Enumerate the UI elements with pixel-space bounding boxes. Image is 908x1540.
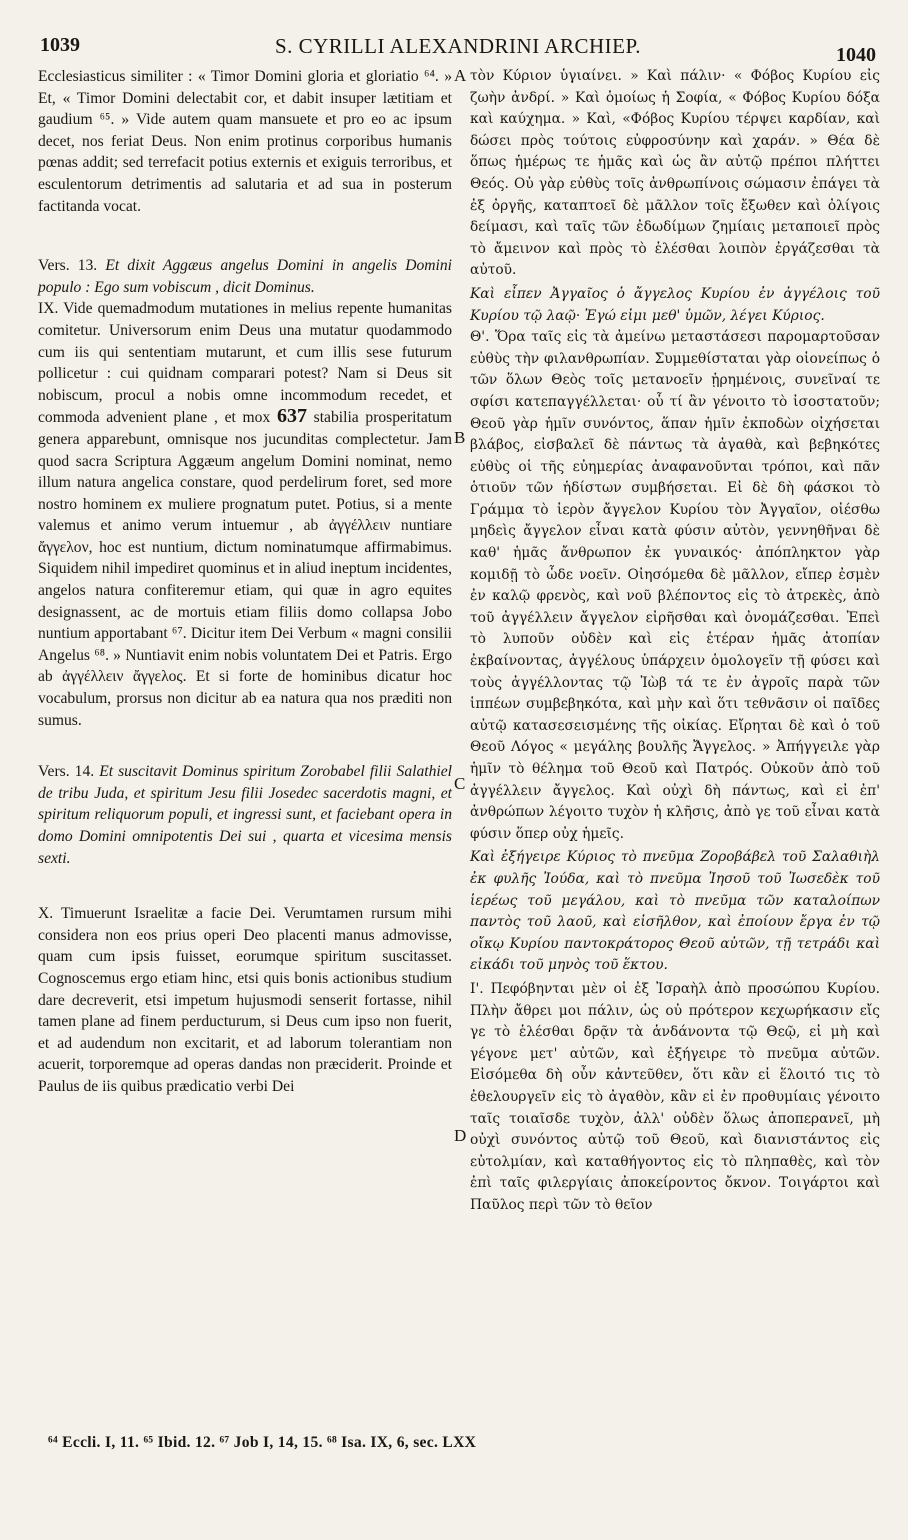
greek-paragraph-2-text: Ὅρα ταῖς εἰς τὰ ἀμείνω μεταστάσεσι παρομαρτοῦσαν εὐθὺς τὴν φιλανθρωπίαν. Συμμεθίσταται γὰρ οἱονείπως ὁ τῶν ὅλων Θεὸς τοῖς μετανοεῖν ᾑρημένοις, συνεῖναί τε σφίσι κατεπαγγέλλεται· οὗ τί ἂν γένοιτο τὸ ἰσοστατοῦν; Θεοῦ γὰρ ἡμῖν συνόντος, ἅπαν ἡμῖν ἐκποδὼν οἰχήσεται βλάβος, εἰσβαλεῖ δὲ πάντως τὰ ἀγαθὰ, καὶ βεβηκότες εὐθὺς οἱ τῆς εὐημερίας ἀναφανοῦνται τρόποι, καὶ πᾶν ὁτιοῦν τῶν ἡδίστων συμβήσεται. Εἰ δὲ δὴ φάσκοι τὸ Γράμμα τὸ ἱερὸν ἄγγελον Κυρίου τὸν Ἀγγαῖον, οἰέσθω μηδεὶς ἄγγελον εἶναι κατὰ φύσιν αὐτὸν, γεννηθῆναι δὲ καθ' ἡμᾶς ἄνθρωπον ἐκ γυναικός· ἀπόπληκτον γὰρ κομιδῇ τὸ ὧδε νοεῖν. Οἰησόμεθα δὲ μᾶλλον, εἴπερ ἐσμὲν ἐν καλῷ φρενὸς, καὶ νοῦ βλέποντος εἰς τὸ ἀτρεκὲς, ἀπὸ τοῦ ἀγγέλλειν ἄγγελον εἰρῆσθαι καὶ ὀνομάζεσθαι. Ἐπεὶ τὸ λυποῦν οὐδὲν καὶ εἰς ἑτέραν ἡμᾶς ἀτοπίαν ἐκβαίνοντας, ἀγγέλους ὑπάρχειν ὁμολογεῖν τῇ φύσει καὶ τοὺς ἀγγέλλοντας τῷ Ἰὼβ τά τε ἐν ἀγροῖς παρὰ τῶν ἱππέων συμβεβηκότα, καὶ μὴν καὶ ὅτι τεθνᾶσιν οἱ παῖδες αὐτῷ κατασεσεισμένης τῆς οἰκίας. Εἴρηται δὲ καὶ ὁ τοῦ Θεοῦ Λόγος « μεγάλης βουλῆς Ἄγγελος. » Ἀπήγγειλε γὰρ ἡμῖν τὸ θέλημα τοῦ Θεοῦ καὶ Πατρός. Οὐκοῦν ἀπὸ τοῦ ἀγγέλλειν ἄγγελος. Καὶ οὐχὶ δὴ πάντως, καὶ εἰ ἐπ' ἀνθρώπων λέγοιτο τυχὸν ἡ κλῆσις, ἀπὸ γε τοῦ εἶναι κατὰ φύσιν ὅπερ οὐχ ἡμεῖς.	[470, 329, 880, 842]
section-ix-label: IX.	[38, 300, 59, 318]
section-x-label: X.	[38, 905, 54, 923]
page-number-right: 1040	[836, 44, 876, 66]
latin-column	[38, 66, 452, 1098]
greek-paragraph-2	[470, 327, 880, 845]
latin-paragraph-2a: Vide quemadmodum mutationes in melius repente humanitas comitetur. Universorum enim Deus una mutatur quodammodo cum iis qui sententiam mutarunt, et cum illis sese futurum pollicetur : cui quidnam comparari potest? Nam si Deus sit nobiscum, procul a nobis omne incommodum recedet, et commoda advenient plane , et mox	[38, 300, 452, 427]
latin-verse-13	[38, 255, 452, 298]
verse-13-text: Et dixit Aggæus angelus Domini in angelis Domini populo : Ego sum vobiscum , dicit Dominus.	[38, 257, 452, 296]
greek-paragraph-3-text: Πεφόβηνται μὲν οἱ ἐξ Ἰσραὴλ ἀπὸ προσώπου Κυρίου. Πλὴν ἄθρει μοι πάλιν, ὡς οὐ πρότερον κεχωρήκασιν εἴς γε τὸ ἑλέσθαι δρᾷν τὰ ἁνδάνοντα τῷ Θεῷ, εἰ μὴ καὶ γέγονε μετ' αὐτῶν, καὶ ἐξήγειρε τὸ πνεῦμα αὐτῶν. Εἰσόμεθα δὴ οὖν κἀντεῦθεν, ὅτι κἂν εἰ ἕλοιτό τις τὸ ἐθελουργεῖν εἰς τὸ ἀγαθὸν, κἂν εἰ ἐν προθυμίαις γένοιτο ταῖς τοιαῖσδε τυχὸν, ἀλλ' οὐδὲν ὅλως ἀποπερανεῖ, μὴ οὐχὶ συνόντος αὐτῷ τοῦ Θεοῦ, καὶ διανιστάντος εἰς εὐτολμίαν, καὶ καταθήγοντος εἰς τὸ πληπαθὲς, καὶ τὸν ἐπὶ ταῖς φιλεργίαις ἀποκείροντος ὄκνον. Τοιγάρτοι καὶ Παῦλος περὶ τῶν τὸ θεῖον	[470, 980, 880, 1213]
latin-paragraph-2	[38, 298, 452, 731]
footnotes: ⁶⁴ Eccli. I, 11. ⁶⁵ Ibid. 12. ⁶⁷ Job I, 14, 15. ⁶⁸ Isa. IX, 6, sec. LXX	[48, 1434, 477, 1451]
latin-verse-14	[38, 761, 452, 869]
greek-column	[470, 66, 880, 1216]
margin-letter-c: C	[454, 774, 466, 793]
latin-paragraph-3	[38, 903, 452, 1097]
inline-page-number: 637	[276, 405, 307, 428]
latin-paragraph-2b: stabilia prosperitatum genera apparebunt, omnisque nos jucunditas complectetur. Jam quod sacra Scriptura Aggæum angelum Domini nominat, nemo illum natura angelica constare, quod perdelirum foret, sed more nostro hominem ex muliere prognatum putet. Potius, si a mente valemus et animo verum intuemur , ab ἀγγέλλειν nuntiare ἄγγελον, hoc est nuntium, dictum nominatumque affirmabimus. Siquidem nihil impediret quominus et in aliud ineptum incidentes, angelos natura confiteremur etiam, qui quæ in agro equites designassent, ac de mortuis etiam filiis domo collapsa Jobo nuntium apportabant ⁶⁷. Dicitur item Dei Verbum « magni consilii Angelus ⁶⁸. » Nuntiavit enim nobis voluntatem Dei et Patris. Ergo ab ἀγγέλλειν ἄγγελος. Et si forte de hominibus dicatur hoc vocabulum, prorsus non dicitur ab ea natura qua nos præditi non sumus.	[38, 409, 453, 729]
latin-paragraph-1: Ecclesiasticus similiter : « Timor Domini gloria et gloriatio ⁶⁴. » Et, « Timor Domini delectabit cor, et dabit insuper lætitiam et gaudium ⁶⁵. » Vide autem quam mansuete et pro eo ac ipsum decet, nos feriat Deus. Non enim protinus corporibus humanis pœnas addit; sed terrefacit potius externis et exiguis terroribus, et esculentorum detrimentis ad salutaria et ad sua in posterum factitanda vocat.	[38, 68, 452, 215]
page-number-left: 1039	[40, 34, 80, 56]
margin-letters	[452, 0, 470, 1540]
section-theta-label: Θ'.	[470, 329, 490, 346]
margin-letter-d: D	[454, 1126, 467, 1145]
verse-14-label: Vers. 14.	[38, 763, 95, 781]
greek-verse-14: Καὶ ἐξήγειρε Κύριος τὸ πνεῦμα Ζοροβάβελ τοῦ Σαλαθιὴλ ἐκ φυλῆς Ἰούδα, καὶ τὸ πνεῦμα Ἰησοῦ τοῦ Ἰωσεδὲκ τοῦ ἱερέως τοῦ μεγάλου, καὶ τὸ πνεῦμα τῶν καταλοίπων παντὸς τοῦ λαοῦ, καὶ εἰσῆλθον, καὶ ἐποίουν ἔργα ἐν τῷ οἴκῳ Κυρίου παντοκράτορος Θεοῦ αὐτῶν, τῇ τετράδι καὶ εἰκάδι τοῦ μηνὸς τοῦ ἕκτου.	[470, 849, 880, 974]
greek-verse-13: Καὶ εἶπεν Ἀγγαῖος ὁ ἄγγελος Κυρίου ἐν ἀγγέλοις τοῦ Κυρίου τῷ λαῷ· Ἐγώ εἰμι μεθ' ὑμῶν, λέγει Κύριος.	[470, 285, 880, 324]
latin-paragraph-3-text: Timuerunt Israelitæ a facie Dei. Verumtamen rursum mihi considera non eos prius operi Deo placenti manus admovisse, quam cum ipsis fuisset, eorumque spiritum suscitasset. Cognoscemus ergo etiam hinc, etsi quis bonis actionibus studium dare decreverit, etsi impetum hujusmodi senserit fortasse, nihil tamen plane ad finem perducturum, si Deus cum ipso non fuerit, et ad audendum non excitarit, et ad laborum tolerantiam non acuerit, torporemque ad operas dandas non præciderit. Proinde et Paulus de iis quibus prædicatio verbi Dei	[38, 905, 452, 1095]
greek-paragraph-1: τὸν Κύριον ὑγιαίνει. » Καὶ πάλιν· « Φόβος Κυρίου εἰς ζωὴν ἀνδρί. » Καὶ ὁμοίως ἡ Σοφία, « Φόβος Κυρίου δόξα καὶ καύχημα. » Καὶ, «Φόβος Κυρίου τέρψει καρδίαν, καὶ δώσει πρὸς τούτοις εὐφροσύνην καὶ χαράν. » Θέα δὲ ὅπως ἡμέρως τε ἡμᾶς καὶ ὡς ἂν αὐτῷ πρέποι πλήττει Θεός. Οὐ γὰρ εὐθὺς τοῖς ἀνθρωπίνοις σώμασιν ἐπάγει τὰ ἐξ ὀργῆς, καταπτοεῖ δὲ μᾶλλον τοῖς ἔξωθεν καὶ ὀλίγοις δείμασι, καὶ ταῖς τῶν ἐδωδίμων ζημίαις μεταποιεῖ πρὸς τὸ ἄμεινον καὶ πρὸς τὸ ἑλέσθαι λοιπὸν ἐργάζεσθαι τὰ αὐτοῦ.	[470, 68, 880, 279]
section-iota-label: Ι'.	[470, 980, 484, 997]
running-title: S. CYRILLI ALEXANDRINI ARCHIEP.	[274, 34, 642, 58]
greek-paragraph-3	[470, 979, 880, 1217]
verse-14-text: Et suscitavit Dominus spiritum Zorobabel filii Salathiel de tribu Juda, et spiritum Jesu filii Josedec sacerdotis magni, et spiritum reliquorum populi, et ingressi sunt, et faciebant opera in domo Domini omnipotentis Dei sui , quarta et vicesima mensis sexti.	[38, 763, 452, 867]
margin-letter-a: A	[454, 66, 467, 85]
margin-letter-b: B	[454, 428, 466, 447]
verse-13-label: Vers. 13.	[38, 257, 98, 275]
